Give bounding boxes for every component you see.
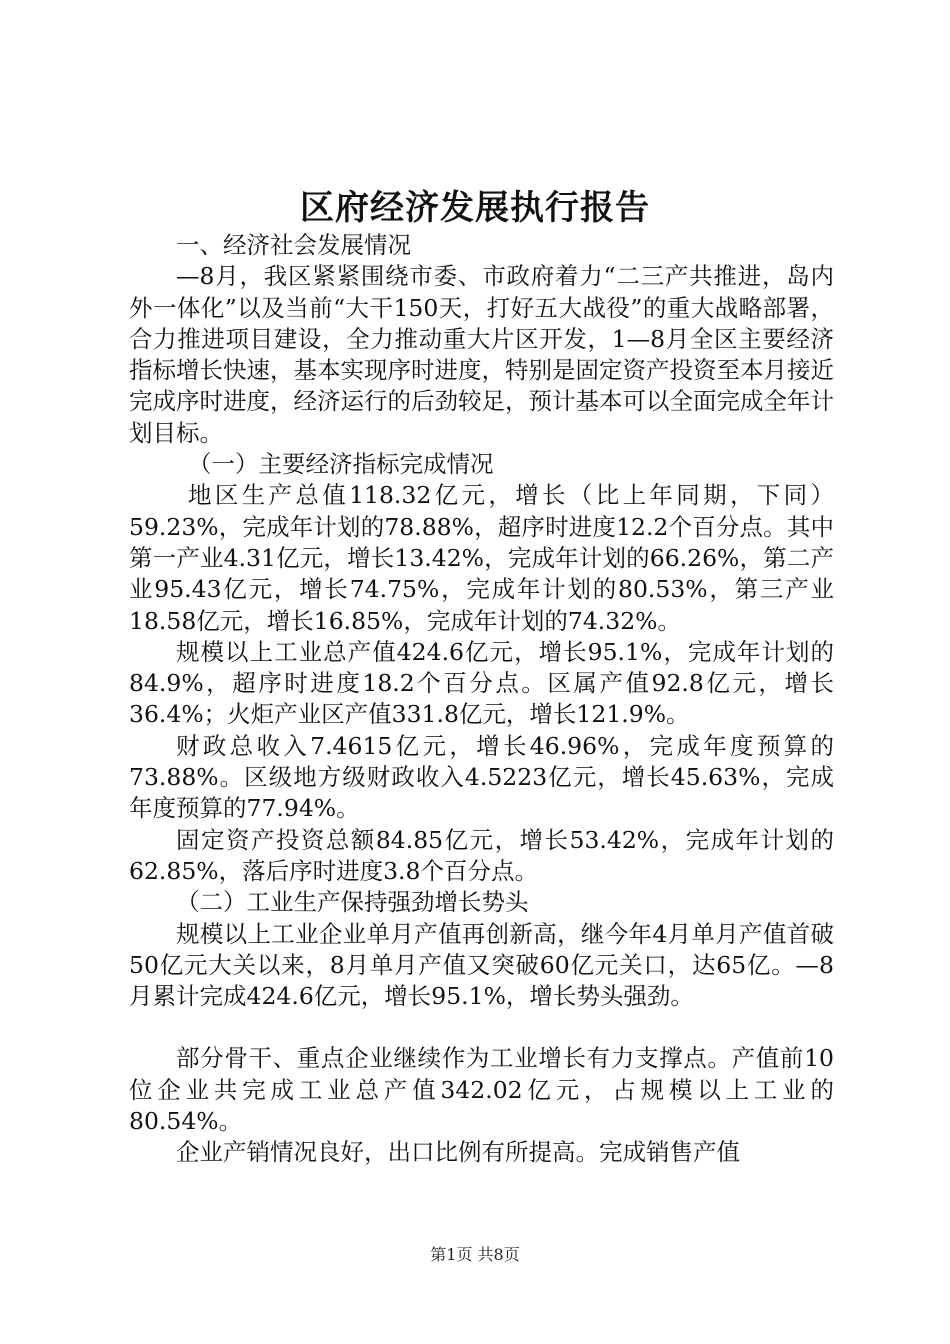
body-paragraph: 固定资产投资总额84.85亿元，增长53.42%，完成年计划的62.85%，落后序时进度3.8个百分点。 (129, 825, 834, 885)
page-footer: 第1页 共8页 (430, 1245, 520, 1264)
body-paragraph: 企业产销情况良好，出口比例有所提高。完成销售产值 (176, 1138, 740, 1167)
body-paragraph: —8月，我区紧紧围绕市委、市政府着力“二三产共推进，岛内外一体化”以及当前“大干150天，打好五大战役”的重大战略部署，合力推进项目建设，全力推动重大片区开发，1—8月全区主要经济指标增长快速，基本实现序时进度，特别是固定资产投资至本月接近完成序时进度，经济运行的后劲较足，预计基本可以全面完成全年计划目标。 (129, 262, 834, 447)
body-paragraph: 财政总收入7.4615亿元，增长46.96%，完成年度预算的73.88%。区级地方级财政收入4.5223亿元，增长45.63%，完成年度预算的77.94%。 (129, 731, 834, 823)
document-body (129, 230, 834, 1169)
section-heading: 一、经济社会发展情况 (176, 231, 411, 259)
paragraph-spacer (129, 1012, 834, 1043)
body-paragraph: 部分骨干、重点企业继续作为工业增长有力支撑点。产值前10位企业共完成工业总产值342.02亿元，占规模以上工业的80.54%。 (129, 1044, 834, 1136)
subsection-heading: （一）主要经济指标完成情况 (188, 450, 494, 479)
subsection-heading: （二）工业生产保持强劲增长势头 (176, 888, 529, 917)
document-title: 区府经济发展执行报告 (300, 188, 650, 228)
body-paragraph: 地区生产总值118.32亿元，增长（比上年同期，下同）59.23%，完成年计划的78.88%，超序时进度12.2个百分点。其中第一产业4.31亿元，增长13.42%，完成年计划的66.26%，第二产业95.43亿元，增长74.75%，完成年计划的80.53%，第三产业18.58亿元，增长16.85%，完成年计划的74.32%。 (129, 481, 834, 635)
body-paragraph: 规模以上工业企业单月产值再创新高，继今年4月单月产值首破50亿元大关以来，8月单月产值又突破60亿元关口，达65亿。—8月累计完成424.6亿元，增长95.1%，增长势头强劲。 (129, 919, 834, 1011)
body-paragraph: 规模以上工业总产值424.6亿元，增长95.1%，完成年计划的84.9%，超序时进度18.2个百分点。区属产值92.8亿元，增长36.4%；火炬产业区产值331.8亿元，增长121.9%。 (129, 637, 834, 729)
